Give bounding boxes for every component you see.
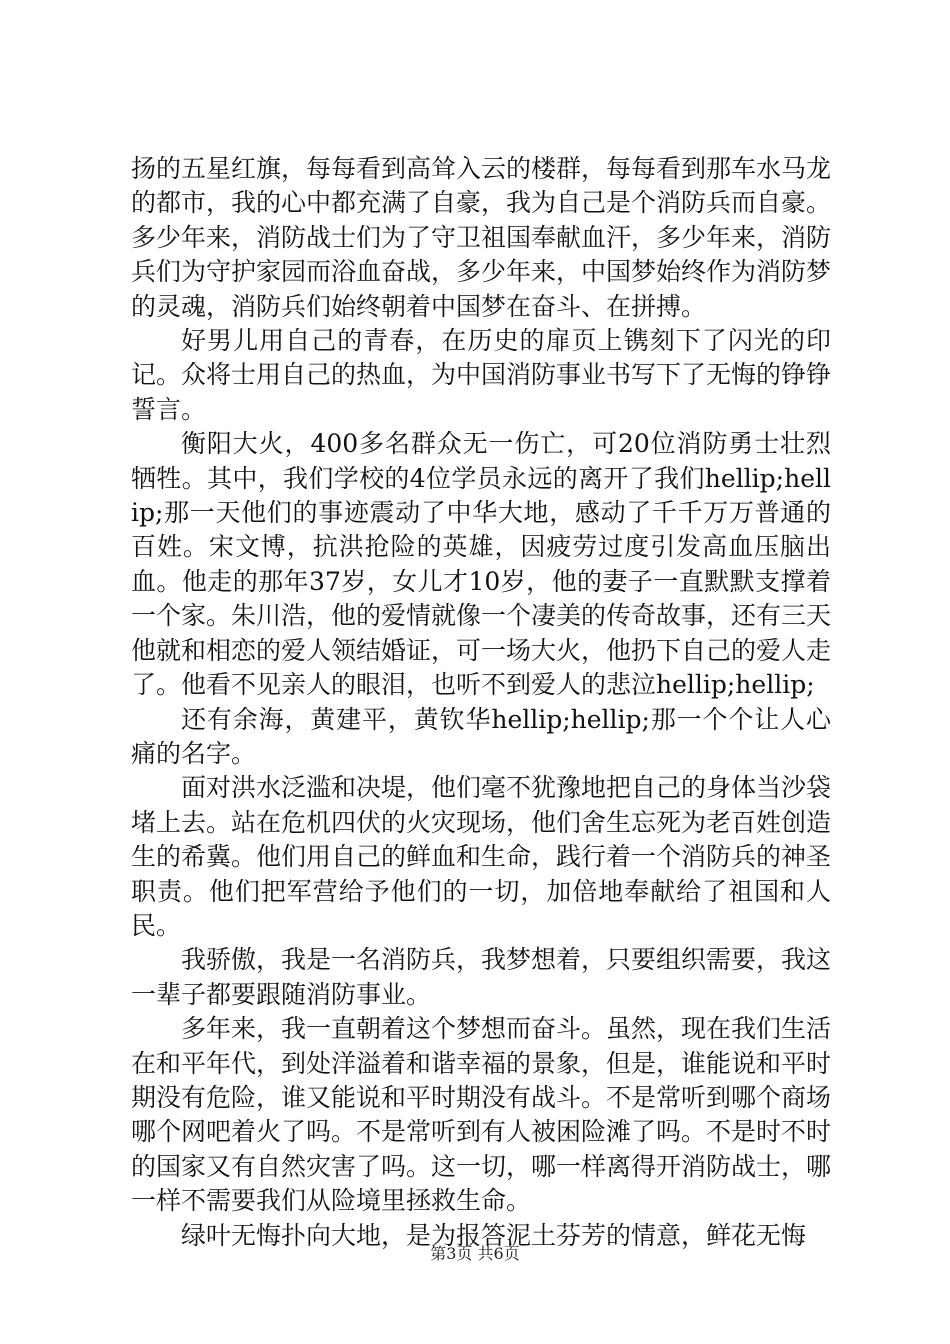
paragraph-6: 我骄傲，我是一名消防兵，我梦想着，只要组织需要，我这一辈子都要跟随消防事业。 bbox=[131, 945, 832, 1009]
paragraph-8: 绿叶无悔扑向大地，是为报答泥土芬芳的情意，鲜花无悔 bbox=[181, 1220, 807, 1250]
paragraph-3: 衡阳大火，400多名群众无一伤亡，可20位消防勇士壮烈牺牲。其中，我们学校的4位学员永远的离开了我们hellip;hellip;那一天他们的事迹震动了中华大地，感动了千千万万普通的百姓。宋文博，抗洪抢险的英雄，因疲劳过度引发高血压脑出血。他走的那年37岁，女儿才10岁，他的妻子一直默默支撑着一个家。朱川浩，他的爱情就像一个凄美的传奇故事，还有三天他就和相恋的爱人领结婚证，可一场大火，他扔下自己的爱人走了。他看不见亲人的眼泪，也听不到爱人的悲泣hellip;hellip; bbox=[131, 429, 832, 700]
paragraph-2: 好男儿用自己的青春，在历史的扉页上镌刻下了闪光的印记。众将士用自己的热血，为中国消防事业书写下了无悔的铮铮誓言。 bbox=[131, 326, 832, 424]
page-number-footer: 第3页 共6页 bbox=[430, 1244, 520, 1263]
document-body bbox=[131, 152, 831, 1253]
paragraph-1: 扬的五星红旗，每每看到高耸入云的楼群，每每看到那车水马龙的都市，我的心中都充满了自豪，我为自己是个消防兵而自豪。多少年来，消防战士们为了守卫祖国奉献血汗，多少年来，消防兵们为守护家园而浴血奋战，多少年来，中国梦始终作为消防梦的灵魂，消防兵们始终朝着中国梦在奋斗、在拼搏。 bbox=[131, 154, 832, 321]
paragraph-7: 多年来，我一直朝着这个梦想而奋斗。虽然，现在我们生活在和平年代，到处洋溢着和谐幸福的景象，但是，谁能说和平时期没有危险，谁又能说和平时期没有战斗。不是常听到哪个商场哪个网吧着火了吗。不是常听到有人被困险滩了吗。不是时不时的国家又有自然灾害了吗。这一切，哪一样离得开消防战士，哪一样不需要我们从险境里拯救生命。 bbox=[131, 1014, 832, 1216]
paragraph-4: 还有余海，黄建平，黄钦华hellip;hellip;那一个个让人心痛的名字。 bbox=[131, 704, 831, 768]
paragraph-5: 面对洪水泛滥和决堤，他们毫不犹豫地把自己的身体当沙袋堵上去。站在危机四伏的火灾现场，他们舍生忘死为老百姓创造生的希冀。他们用自己的鲜血和生命，践行着一个消防兵的神圣职责。他们把军营给予他们的一切，加倍地奉献给了祖国和人民。 bbox=[131, 773, 832, 940]
